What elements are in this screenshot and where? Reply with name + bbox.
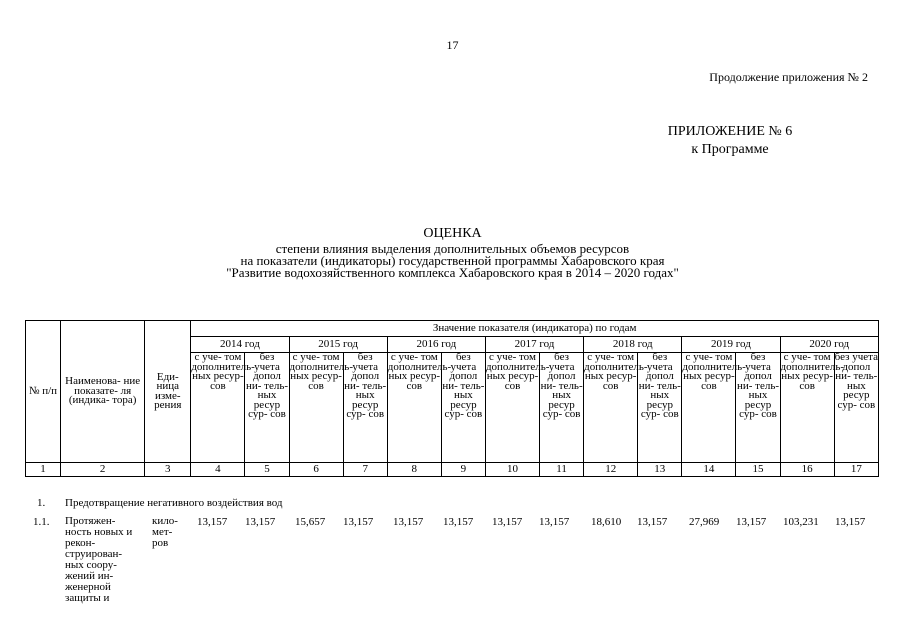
with-resources-header: с уче- том дополнитель- ных ресур- сов	[485, 353, 539, 463]
value-cell: 27,969	[689, 516, 720, 528]
column-number: 11	[540, 463, 584, 477]
value-cell: 13,157	[197, 516, 228, 528]
year-header: 2020 год	[780, 337, 878, 353]
column-number: 10	[485, 463, 539, 477]
year-header: 2017 год	[485, 337, 583, 353]
value-cell: 15,657	[295, 516, 326, 528]
header-group: Значение показателя (индикатора) по годам	[191, 321, 879, 337]
appendix-title: ПРИЛОЖЕНИЕ № 6	[667, 124, 793, 139]
year-header: 2016 год	[387, 337, 485, 353]
without-resources-header: без учета допол ни- тель- ных ресур сур- сов	[245, 353, 289, 463]
column-number: 3	[145, 463, 191, 477]
year-header: 2019 год	[682, 337, 780, 353]
value-cell: 13,157	[736, 516, 767, 528]
section-number: 1.	[37, 497, 46, 509]
column-number: 7	[343, 463, 387, 477]
value-cell: 13,157	[343, 516, 374, 528]
appendix-block	[650, 123, 810, 159]
value-cell: 103,231	[783, 516, 819, 528]
row-number: 1.1.	[33, 516, 50, 528]
value-cell: 13,157	[835, 516, 866, 528]
value-cell: 18,610	[591, 516, 622, 528]
header-num: № п/п	[26, 321, 61, 463]
value-cell: 13,157	[492, 516, 523, 528]
without-resources-header: без учета допол ни- тель- ных ресур сур- сов	[540, 353, 584, 463]
column-number: 15	[736, 463, 780, 477]
value-cell: 13,157	[393, 516, 424, 528]
subtitle-line: на показатели (индикаторы) государственной программы Хабаровского края	[240, 253, 665, 268]
appendix-subtitle: к Программе	[691, 142, 769, 157]
with-resources-header: с уче- том дополнитель- ных ресур- сов	[682, 353, 736, 463]
section-title: Предотвращение негативного воздействия вод	[65, 497, 283, 509]
column-number: 9	[441, 463, 485, 477]
value-cell: 13,157	[637, 516, 668, 528]
with-resources-header: с уче- том дополнитель- ных ресур- сов	[289, 353, 343, 463]
page-number: 17	[446, 38, 459, 52]
column-number: 8	[387, 463, 441, 477]
with-resources-header: с уче- том дополнитель- ных ресур- сов	[584, 353, 638, 463]
document-subtitle	[0, 243, 905, 279]
without-resources-header: без учета допол ни- тель- ных ресур сур- сов	[736, 353, 780, 463]
with-resources-header: с уче- том дополнитель- ных ресур- сов	[387, 353, 441, 463]
subtitle-line: "Развитие водохозяйственного комплекса Хабаровского края в 2014 – 2020 годах"	[226, 265, 679, 280]
row-name: Протяжен- ность новых и рекон- струирован- ных соору- жений ин- женерной защиты и	[65, 515, 133, 604]
document-title: ОЦЕНКА	[423, 226, 482, 241]
column-number: 13	[638, 463, 682, 477]
indicator-table	[25, 320, 879, 477]
without-resources-header: без учета допол ни- тель- ных ресур сур- сов	[638, 353, 682, 463]
value-cell: 13,157	[539, 516, 570, 528]
column-number: 12	[584, 463, 638, 477]
year-header: 2014 год	[191, 337, 289, 353]
continuation-note: Продолжение приложения № 2	[709, 70, 868, 84]
subtitle-line: степени влияния выделения дополнительных объемов ресурсов	[275, 241, 630, 256]
value-cell: 13,157	[245, 516, 276, 528]
column-number: 4	[191, 463, 245, 477]
column-number: 17	[834, 463, 878, 477]
header-unit: Еди- ница изме- рения	[145, 321, 191, 463]
value-cell: 13,157	[443, 516, 474, 528]
without-resources-header: без учета допол ни- тель- ных ресур сур- сов	[441, 353, 485, 463]
year-header: 2018 год	[584, 337, 682, 353]
column-number: 14	[682, 463, 736, 477]
column-number: 16	[780, 463, 834, 477]
with-resources-header: с уче- том дополнитель- ных ресур- сов	[191, 353, 245, 463]
with-resources-header: с уче- том дополнитель- ных ресур- сов	[780, 353, 834, 463]
year-header: 2015 год	[289, 337, 387, 353]
row-unit: кило- мет- ров	[152, 515, 178, 549]
without-resources-header: без учета допол ни- тель- ных ресур сур- сов	[343, 353, 387, 463]
column-number: 6	[289, 463, 343, 477]
column-number: 1	[26, 463, 61, 477]
header-name: Наименова- ние показате- ля (индика- тора)	[61, 321, 145, 463]
without-resources-header: без учета допол ни- тель- ных ресур сур- сов	[834, 353, 878, 463]
column-number: 5	[245, 463, 289, 477]
column-number: 2	[61, 463, 145, 477]
